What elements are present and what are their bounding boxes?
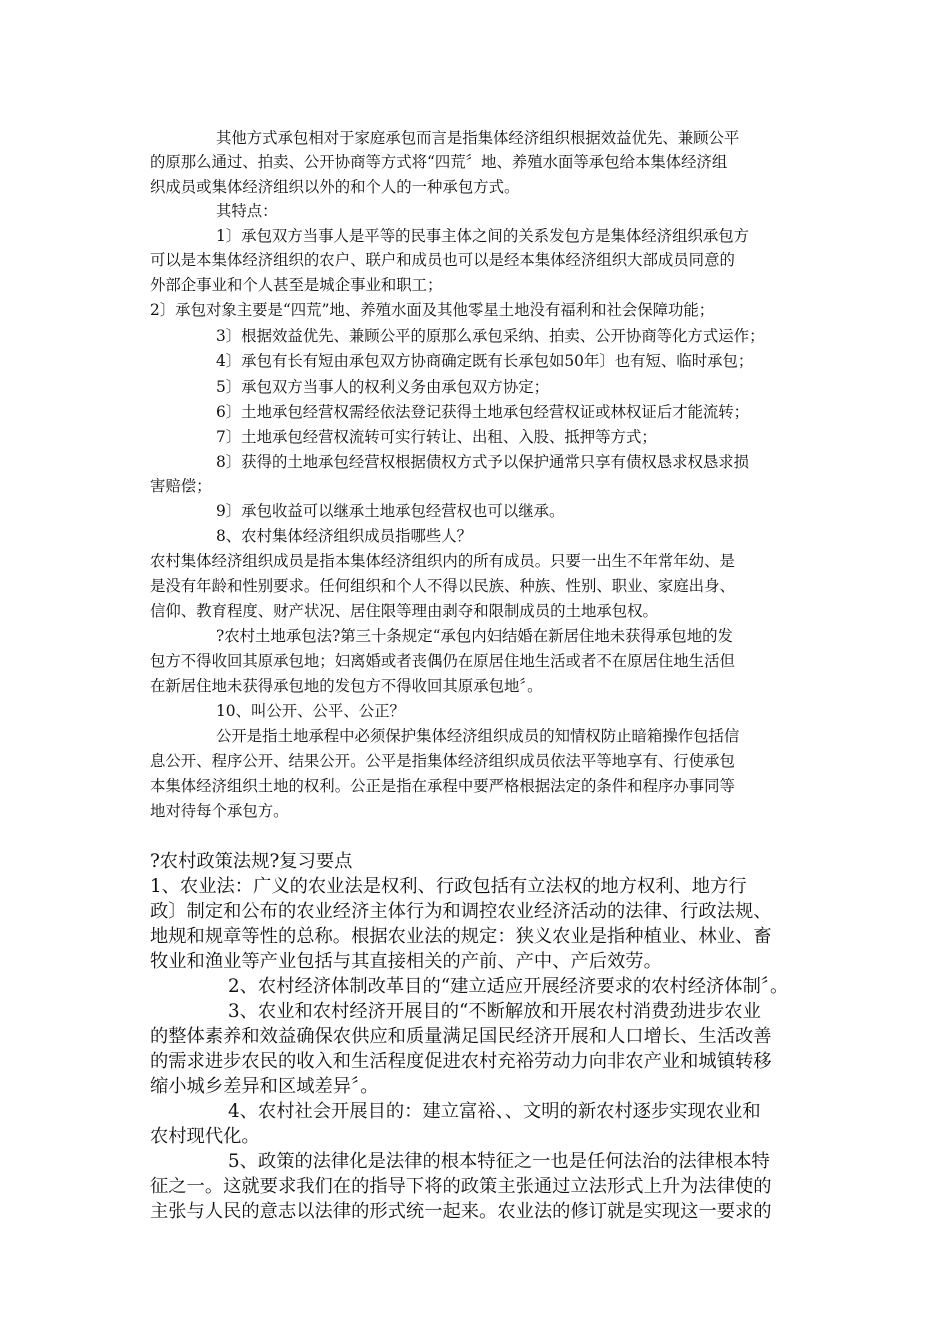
text-line: 1、农业法：广义的农业法是权利、行政包括有立法权的地方权利、地方行: [150, 876, 747, 897]
text-line: 8、农村集体经济组织成员指哪些人？: [216, 527, 473, 545]
text-line: 的需求进步农民的收入和生活程度促进农村充裕劳动力向非农产业和城镇转移: [150, 1051, 772, 1072]
text-line: 息公开、程序公开、结果公开。公平是指集体经济组织成员依法平等地享有、行使承包: [150, 752, 735, 770]
text-line: 的整体素养和效益确保农供应和质量满足国民经济开展和人口增长、生活改善: [150, 1026, 772, 1047]
text-line: 主张与人民的意志以法律的形式统一起来。农业法的修订就是实现这一要求的: [150, 1201, 772, 1222]
text-line: 农村现代化。: [150, 1126, 260, 1147]
text-line: 是没有年龄和性别要求。任何组织和个人不得以民族、种族、性别、职业、家庭出身、: [150, 577, 735, 595]
text-line: 1〕承包双方当事人是平等的民事主体之间的关系发包方是集体经济组织承包方: [216, 227, 750, 245]
text-line: 3〕根据效益优先、兼顾公平的原那么承包采纳、拍卖、公开协商等化方式运作；: [216, 327, 765, 345]
text-line: 4、农村社会开展目的：建立富裕、、文明的新农村逐步实现农业和: [228, 1101, 761, 1122]
text-line: 2、农村经济体制改革目的“建立适应开展经济要求的农村经济体制〞。: [228, 976, 789, 997]
text-line: 9〕承包收益可以继承土地承包经营权也可以继承。: [216, 502, 565, 520]
text-line: 其他方式承包相对于家庭承包而言是指集体经济组织根据效益优先、兼顾公平: [216, 129, 740, 147]
text-line: 7〕土地承包经营权流转可实行转让、出租、入股、抵押等方式；: [216, 428, 657, 446]
text-line: 3、农业和农村经济开展目的“不断解放和开展农村消费劲进步农业: [228, 1001, 761, 1022]
text-line: 农村集体经济组织成员是指本集体经济组织内的所有成员。只要一出生不年常年幼、是: [150, 552, 735, 570]
text-line: 4〕承包有长有短由承包双方协商确定既有长承包如50年〕也有短、临时承包；: [216, 352, 754, 370]
text-line: ?农村土地承包法?第三十条规定“承包内妇结婚在新居住地未获得承包地的发: [216, 627, 733, 645]
text-line: 包方不得收回其原承包地；妇离婚或者丧偶仍在原居住地生活或者不在原居住地生活但: [150, 652, 735, 670]
text-line: 5〕承包双方当事人的权利义务由承包双方协定；: [216, 378, 549, 396]
text-line: 2〕承包对象主要是“四荒”地、养殖水面及其他零星土地没有福利和社会保障功能；: [150, 301, 715, 319]
text-line: 本集体经济组织土地的权利。公正是指在承程中要严格根据法定的条件和程序办事同等: [150, 777, 735, 795]
text-line: 缩小城乡差异和区域差异〞。: [150, 1076, 379, 1097]
text-line: 征之一。这就要求我们在的指导下将的政策主张通过立法形式上升为法律使的: [150, 1176, 772, 1197]
text-line: 的原那么通过、拍卖、公开协商等方式将“四荒〞地、养殖水面等承包给本集体经济组: [150, 153, 728, 171]
text-line: 害赔偿；: [150, 477, 212, 495]
text-line: 在新居住地未获得承包地的发包方不得收回其原承包地〞。: [150, 677, 543, 695]
text-line: 5、政策的法律化是法律的根本特征之一也是任何法治的法律根本特: [228, 1151, 770, 1172]
text-line: 8〕获得的土地承包经营权根据债权方式予以保护通常只享有债权恳求权恳求损: [216, 453, 750, 471]
text-line: 其特点：: [216, 202, 278, 220]
text-line: 可以是本集体经济组织的农户、联户和成员也可以是经本集体经济组织大部成员同意的: [150, 251, 735, 269]
text-line: 6〕土地承包经营权需经依法登记获得土地承包经营权证或林权证后才能流转；: [216, 403, 750, 421]
text-line: 政〕制定和公布的农业经济主体行为和调控农业经济活动的法律、行政法规、: [150, 901, 772, 922]
section-heading: ?农村政策法规?复习要点: [150, 851, 353, 872]
text-line: 10、叫公开、公平、公正？: [216, 702, 405, 720]
text-line: 地对待每个承包方。: [150, 802, 289, 820]
text-line: 公开是指土地承程中必须保护集体经济组织成员的知情权防止暗箱操作包括信: [216, 727, 740, 745]
text-line: 地规和规章等性的总称。根据农业法的规定：狭义农业是指种植业、林业、畜: [150, 926, 772, 947]
text-line: 牧业和渔业等产业包括与其直接相关的产前、产中、产后效劳。: [150, 951, 662, 972]
text-line: 外部企事业和个人甚至是城企事业和职工；: [150, 276, 443, 294]
text-line: 织成员或集体经济组织以外的和个人的一种承包方式。: [150, 178, 520, 196]
text-line: 信仰、教育程度、财产状况、居住限等理由剥夺和限制成员的土地承包权。: [150, 602, 658, 620]
